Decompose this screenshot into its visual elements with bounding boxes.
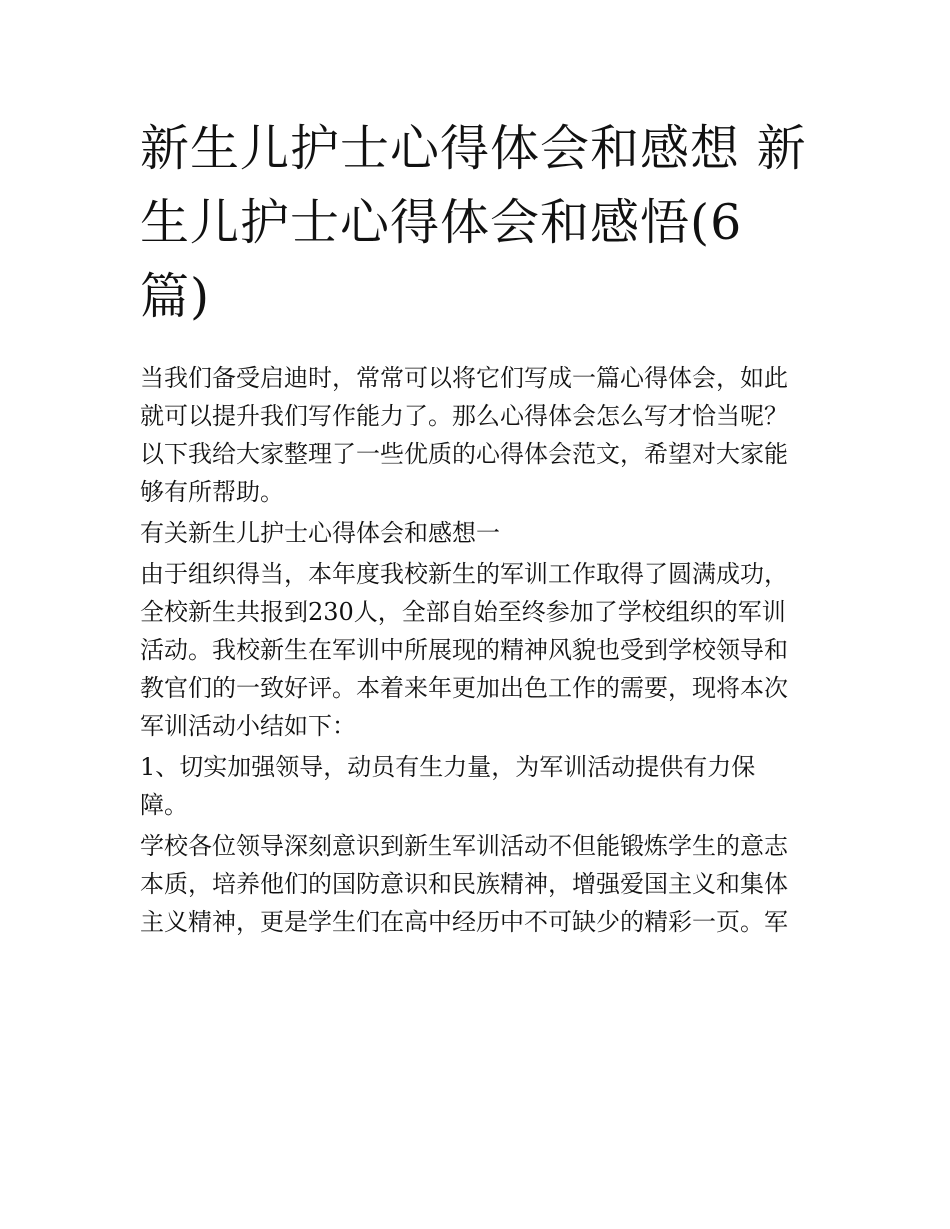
body-paragraph-2 [140, 827, 820, 941]
point-1 [140, 748, 820, 824]
text-line: 就可以提升我们写作能力了。那么心得体会怎么写才恰当呢？ [140, 402, 788, 430]
text-line: 军训活动小结如下： [140, 712, 356, 740]
section-heading-text: 有关新生儿护士心得体会和感想一 [140, 519, 500, 547]
text-line: 以下我给大家整理了一些优质的心得体会范文，希望对大家能 [140, 440, 788, 468]
text-line: 教官们的一致好评。本着来年更加出色工作的需要，现将本次 [140, 674, 788, 702]
text-line: 活动。我校新生在军训中所展现的精神风貌也受到学校领导和 [140, 636, 788, 664]
body-paragraph-1 [140, 555, 820, 745]
text-line: 当我们备受启迪时，常常可以将它们写成一篇心得体会，如此 [140, 364, 788, 392]
document-title [140, 112, 812, 334]
text-line: 障。 [140, 791, 188, 819]
title-line: 篇) [140, 268, 211, 325]
intro-paragraph [140, 359, 820, 511]
document-body [140, 359, 820, 944]
text-line: 全校新生共报到230人，全部自始至终参加了学校组织的军训 [140, 598, 786, 626]
text-line: 学校各位领导深刻意识到新生军训活动不但能锻炼学生的意志 [140, 832, 788, 860]
title-line: 新生儿护士心得体会和感想 新 [140, 120, 807, 177]
text-line: 由于组织得当，本年度我校新生的军训工作取得了圆满成功， [140, 560, 788, 588]
text-line: 本质，培养他们的国防意识和民族精神，增强爱国主义和集体 [140, 870, 788, 898]
section-heading [140, 514, 820, 552]
text-line: 1、切实加强领导，动员有生力量，为军训活动提供有力保 [140, 753, 756, 781]
text-line: 主义精神，更是学生们在高中经历中不可缺少的精彩一页。军 [140, 908, 788, 936]
title-line: 生儿护士心得体会和感悟(6 [140, 194, 743, 251]
text-line: 够有所帮助。 [140, 478, 284, 506]
